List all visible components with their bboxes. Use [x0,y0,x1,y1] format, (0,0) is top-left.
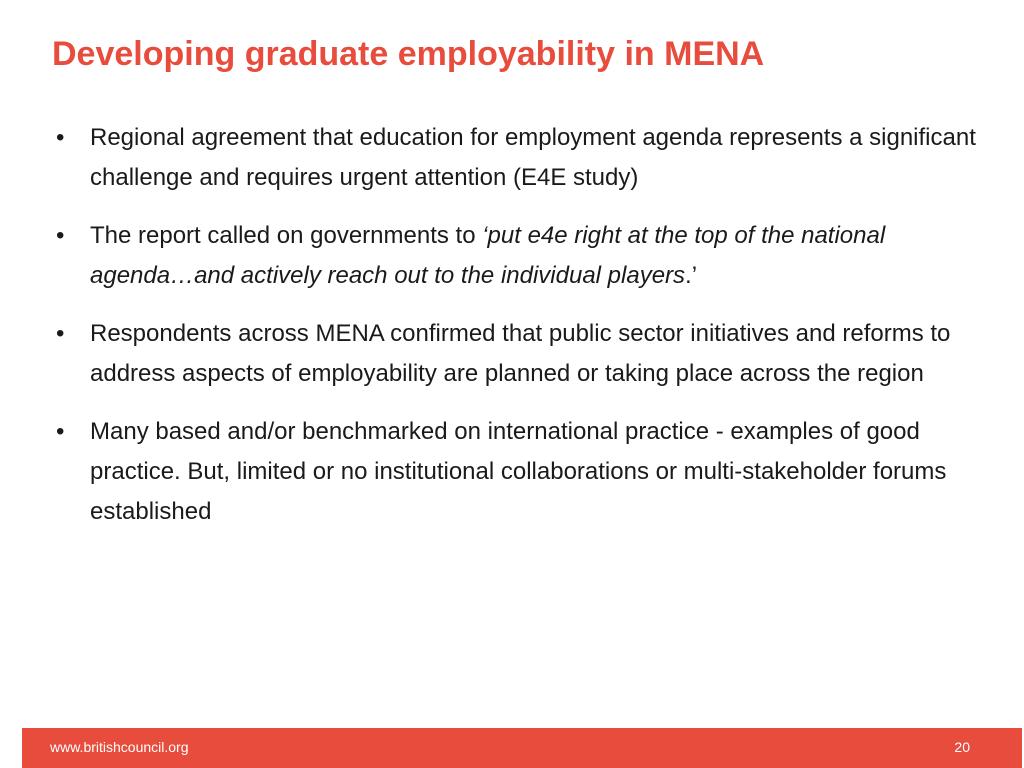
bullet-marker: • [56,320,65,347]
bullet-item [52,314,982,394]
slide-title: Developing graduate employability in MENA [52,35,765,73]
bullet-text: Regional agreement that education for employment agenda represents a significant challenge and requires urgent attention (E4E study) [90,124,976,191]
bullet-text: Respondents across MENA confirmed that public sector initiatives and reforms to address aspects of employability are planned or taking place across the region [90,320,951,387]
bullet-text-end: .’ [685,262,698,289]
bullet-list [52,118,982,550]
bullet-quote: ‘put e4e right at the top of the national agenda…and actively reach out to the individual players [90,222,886,289]
bullet-item [52,118,982,198]
page-number: 20 [954,739,970,755]
bullet-item [52,216,982,296]
footer-bar [22,728,1022,768]
bullet-text: The report called on governments to [90,222,483,249]
bullet-marker: • [56,124,65,151]
bullet-marker: • [56,222,65,249]
bullet-marker: • [56,418,65,445]
bullet-item [52,412,982,532]
bullet-text: Many based and/or benchmarked on international practice - examples of good practice. But, limited or no institutional collaborations or multi-stakeholder forums established [90,418,947,525]
footer-url-link[interactable]: www.britishcouncil.org [50,739,189,755]
